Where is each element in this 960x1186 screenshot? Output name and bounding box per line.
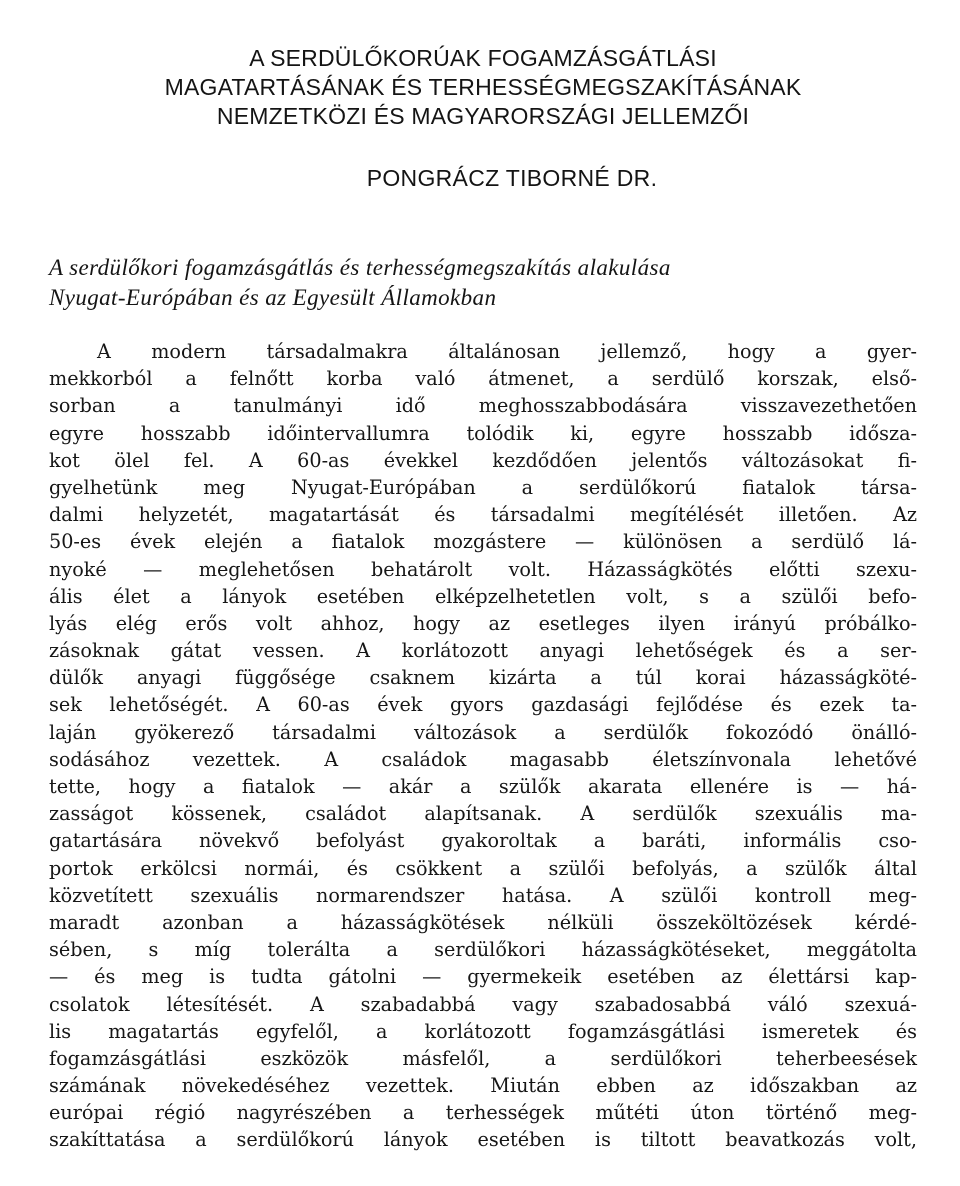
body-text-line: sodásához vezettek. A családok magasabb életszínvonala lehetővé xyxy=(49,747,917,771)
body-text-line: portok erkölcsi normái, és csökkent a szülői befolyás, a szülők által xyxy=(49,856,917,880)
body-text-line: dülők anyagi függősége csaknem kizárta a túl korai házasságköté- xyxy=(49,666,917,690)
title-line: MAGATARTÁSÁNAK ÉS TERHESSÉGMEGSZAKÍTÁSÁNAK xyxy=(164,74,802,100)
body-text-line: egyre hosszabb időintervallumra tolódik ki, egyre hosszabb idősza- xyxy=(49,421,917,445)
body-text-line: lyás elég erős volt ahhoz, hogy az esetleges ilyen irányú próbálko- xyxy=(49,611,917,635)
body-text-line: sében, s míg tolerálta a serdülőkori házasságkötéseket, meggátolta xyxy=(49,938,917,962)
section-heading-line: A serdülőkori fogamzásgátlás és terhességmegszakítás alakulása xyxy=(49,255,671,280)
body-text-line: kot ölel fel. A 60-as évekkel kezdődően jelentős változásokat fi- xyxy=(49,448,917,472)
section-heading-line: Nyugat-Európában és az Egyesült Államokban xyxy=(49,285,497,310)
title-line: NEMZETKÖZI ÉS MAGYARORSZÁGI JELLEMZŐI xyxy=(216,103,750,129)
document-page xyxy=(49,44,917,1154)
body-text-line: számának növekedéséhez vezettek. Miután ebben az időszakban az xyxy=(49,1074,917,1098)
body-text-line: zásoknak gátat vessen. A korlátozott anyagi lehetőségek és a ser- xyxy=(49,639,917,663)
body-text-line: sorban a tanulmányi idő meghosszabbodására visszavezethetően xyxy=(49,394,917,418)
body-text-line: gatartására növekvő befolyást gyakoroltak a baráti, informális cso- xyxy=(49,829,917,853)
body-text-line: fogamzásgátlási eszközök másfelől, a serdülőkori teherbeesések xyxy=(49,1046,917,1070)
body-text-line: európai régió nagyrészében a terhességek műtéti úton történő meg- xyxy=(49,1101,917,1125)
body-text-line: ális élet a lányok esetében elképzelhetetlen volt, s a szülői befo- xyxy=(49,584,917,608)
body-text-line: laján gyökerező társadalmi változások a serdülők fokozódó önálló- xyxy=(49,720,917,744)
title-line: A SERDÜLŐKORÚAK FOGAMZÁSGÁTLÁSI xyxy=(249,45,717,71)
body-text-line: csolatok létesítését. A szabadabbá vagy szabadosabbá váló szexuá- xyxy=(49,992,917,1016)
body-text-line: gyelhetünk meg Nyugat-Európában a serdülőkorú fiatalok társa- xyxy=(49,475,917,499)
body-text-line: dalmi helyzetét, magatartását és társadalmi megítélését illetően. Az xyxy=(49,503,917,527)
body-text-line: sek lehetőségét. A 60-as évek gyors gazdasági fejlődése és ezek ta- xyxy=(49,693,917,717)
body-text-line: szakíttatása a serdülőkorú lányok esetében is tiltott beavatkozás volt, xyxy=(49,1128,917,1152)
body-text-line: 50-es évek elején a fiatalok mozgástere — különösen a serdülő lá- xyxy=(49,530,917,554)
body-text-line: mekkorból a felnőtt korba való átmenet, a serdülő korszak, első- xyxy=(49,367,917,391)
body-text-line: zasságot kössenek, családot alapítsanak. A serdülők szexuális ma- xyxy=(49,802,917,826)
body-text-line: — és meg is tudta gátolni — gyermekeik esetében az élettársi kap- xyxy=(49,965,917,989)
body-text-line: A modern társadalmakra általánosan jellemző, hogy a gyer- xyxy=(97,340,917,363)
author-name: PONGRÁCZ TIBORNÉ DR. xyxy=(366,165,658,191)
body-text-line: tette, hogy a fiatalok — akár a szülők akarata ellenére is — há- xyxy=(49,775,917,798)
body-text-line: közvetített szexuális normarendszer hatása. A szülői kontroll meg- xyxy=(49,883,917,907)
body-text-line: maradt azonban a házasságkötések nélküli összeköltözések kérdé- xyxy=(49,910,917,934)
body-paragraph xyxy=(49,338,917,1154)
body-text-line: lis magatartás egyfelől, a korlátozott fogamzásgátlási ismeretek és xyxy=(49,1019,917,1043)
article-title xyxy=(49,44,917,131)
section-heading xyxy=(49,253,917,313)
body-text-line: nyoké — meglehetősen behatárolt volt. Házasságkötés előtti szexu- xyxy=(49,557,917,581)
